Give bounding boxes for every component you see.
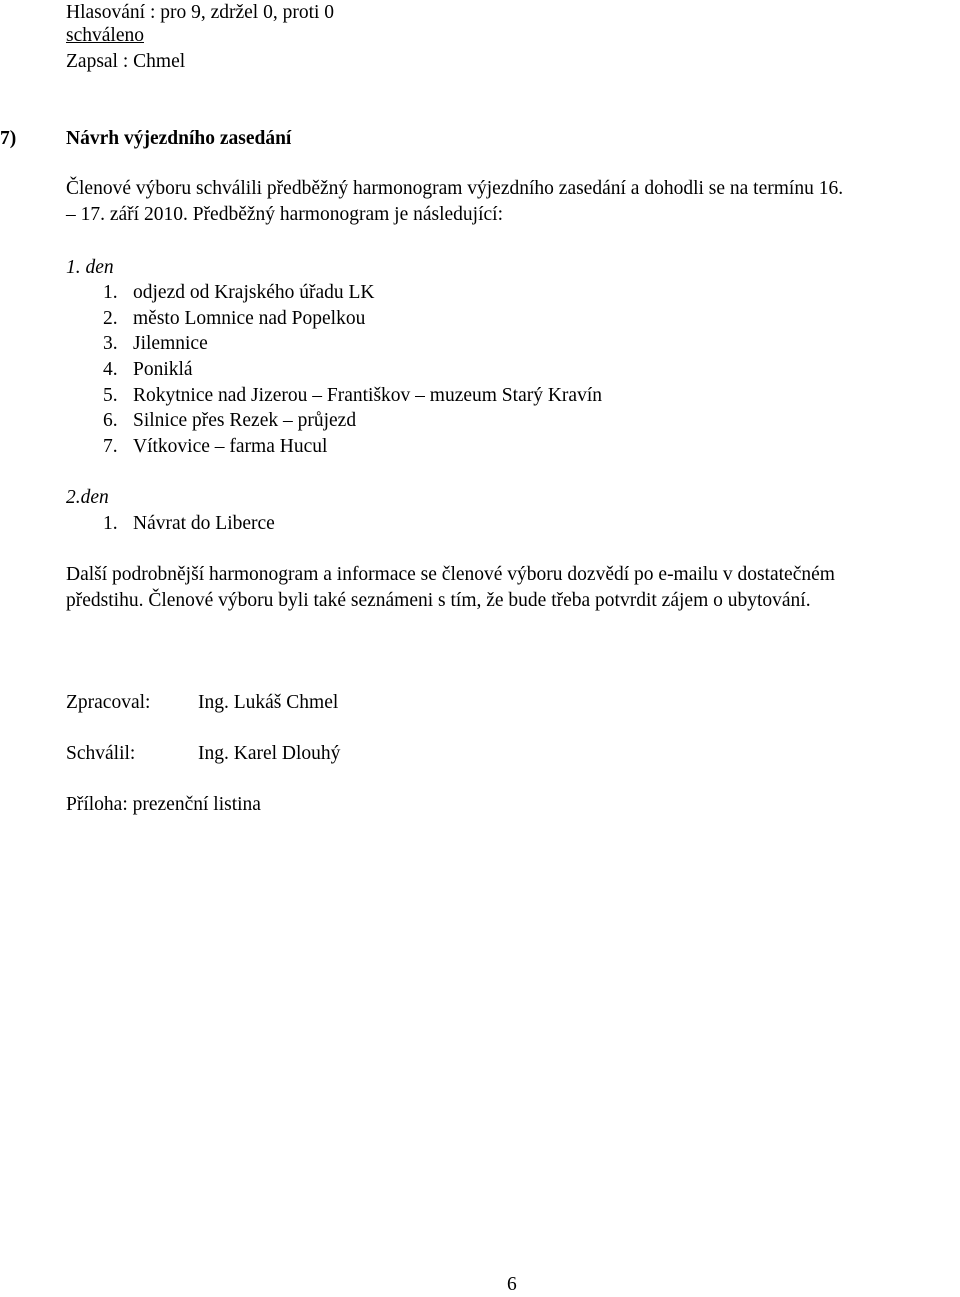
section-number: 7) bbox=[0, 128, 17, 149]
prepared-by-name: Ing. Lukáš Chmel bbox=[198, 692, 339, 713]
list-item-text: Vítkovice – farma Hucul bbox=[133, 436, 328, 457]
page-number: 6 bbox=[507, 1274, 517, 1295]
list-item-number: 6. bbox=[103, 410, 118, 431]
day1-label: 1. den bbox=[66, 257, 114, 278]
list-item-number: 7. bbox=[103, 436, 118, 457]
list-item bbox=[103, 383, 602, 408]
approved-by-label: Schválil: bbox=[66, 743, 136, 764]
list-item bbox=[103, 434, 328, 459]
list-item bbox=[103, 408, 357, 433]
list-item-text: Poniklá bbox=[133, 359, 193, 380]
day2-label: 2.den bbox=[66, 487, 109, 508]
closing-line-2: předstihu. Členové výboru byli také seznámeni s tím, že bude třeba potvrdit zájem o ubytování. bbox=[66, 590, 811, 611]
closing-line-1: Další podrobnější harmonogram a informace se členové výboru dozvědí po e-mailu v dostatečném bbox=[66, 564, 835, 585]
intro-line-2: – 17. září 2010. Předběžný harmonogram je následující: bbox=[66, 204, 503, 225]
list-item-number: 4. bbox=[103, 359, 118, 380]
list-item-text: Jilemnice bbox=[133, 333, 208, 354]
list-item-text: Rokytnice nad Jizerou – Františkov – muzeum Starý Kravín bbox=[133, 385, 602, 406]
attachment-note: Příloha: prezenční listina bbox=[66, 794, 261, 815]
list-item-text: Silnice přes Rezek – průjezd bbox=[133, 410, 357, 431]
list-item-number: 1. bbox=[103, 282, 118, 303]
section-title: Návrh výjezdního zasedání bbox=[66, 128, 292, 149]
list-item-number: 2. bbox=[103, 308, 118, 329]
approved-status: schváleno bbox=[66, 25, 144, 46]
vote-result: Hlasování : pro 9, zdržel 0, proti 0 bbox=[66, 2, 335, 23]
list-item-text: město Lomnice nad Popelkou bbox=[133, 308, 366, 329]
list-item-number: 5. bbox=[103, 385, 118, 406]
prepared-by-label: Zpracoval: bbox=[66, 692, 151, 713]
list-item-text: odjezd od Krajského úřadu LK bbox=[133, 282, 375, 303]
list-item bbox=[103, 511, 275, 536]
list-item bbox=[103, 331, 208, 356]
list-item-number: 3. bbox=[103, 333, 118, 354]
list-item bbox=[103, 280, 375, 305]
list-item-number: 1. bbox=[103, 513, 118, 534]
intro-line-1: Členové výboru schválili předběžný harmonogram výjezdního zasedání a dohodli se na termínu 16. bbox=[66, 178, 844, 199]
approved-by-name: Ing. Karel Dlouhý bbox=[198, 743, 341, 764]
list-item bbox=[103, 357, 193, 382]
recorded-by: Zapsal : Chmel bbox=[66, 51, 186, 72]
section-heading bbox=[0, 126, 960, 151]
list-item bbox=[103, 306, 366, 331]
list-item-text: Návrat do Liberce bbox=[133, 513, 275, 534]
